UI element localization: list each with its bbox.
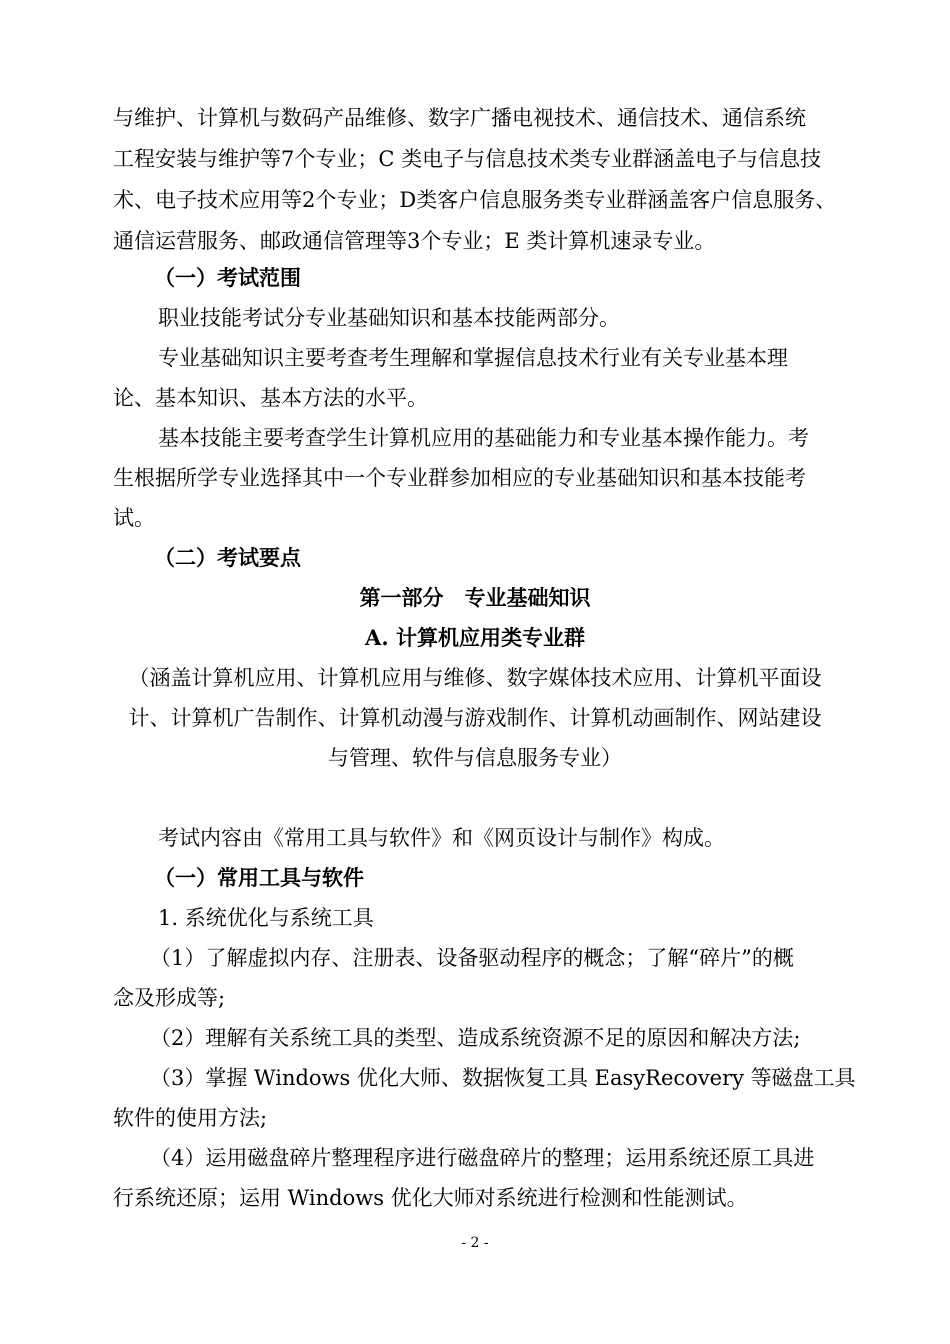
page-number: - 2 - bbox=[461, 1235, 489, 1251]
paragraph-line: 专业基础知识主要考查考生理解和掌握信息技术行业有关专业基本理 bbox=[158, 346, 788, 370]
paragraph-line: 考试内容由《常用工具与软件》和《网页设计与制作》构成。 bbox=[158, 826, 725, 850]
part-title: 第一部分 专业基础知识 bbox=[359, 585, 591, 610]
paragraph-line: （2）理解有关系统工具的类型、造成系统资源不足的原因和解决方法; bbox=[150, 1026, 801, 1050]
scope-line: （涵盖计算机应用、计算机应用与维修、数字媒体技术应用、计算机平面设 bbox=[128, 666, 822, 690]
paragraph-line: 论、基本知识、基本方法的水平。 bbox=[113, 386, 428, 410]
paragraph-line: 念及形成等; bbox=[113, 986, 226, 1010]
paragraph-line: 通信运营服务、邮政通信管理等3个专业；E 类计算机速录专业。 bbox=[113, 229, 716, 253]
paragraph-line: 术、电子技术应用等2个专业；D类客户信息服务类专业群涵盖客户信息服务、 bbox=[113, 188, 837, 212]
paragraph-line: 生根据所学专业选择其中一个专业群参加相应的专业基础知识和基本技能考 bbox=[113, 466, 806, 490]
section-heading: （一）常用工具与软件 bbox=[154, 865, 364, 890]
scope-line: 与管理、软件与信息服务专业） bbox=[328, 746, 622, 770]
list-item: 1. 系统优化与系统工具 bbox=[158, 906, 374, 930]
paragraph-line: 软件的使用方法; bbox=[113, 1106, 268, 1130]
paragraph-line: 工程安装与维护等7个专业；C 类电子与信息技术类专业群涵盖电子与信息技 bbox=[113, 147, 822, 171]
paragraph-line: 职业技能考试分专业基础知识和基本技能两部分。 bbox=[158, 306, 620, 330]
scope-line: 计、计算机广告制作、计算机动漫与游戏制作、计算机动画制作、网站建设 bbox=[128, 706, 822, 730]
paragraph-line: 试。 bbox=[113, 506, 155, 530]
paragraph-line: （1）了解虚拟内存、注册表、设备驱动程序的概念；了解“碎片”的概 bbox=[150, 946, 794, 970]
paragraph-line: （4）运用磁盘碎片整理程序进行磁盘碎片的整理；运用系统还原工具进 bbox=[150, 1146, 815, 1170]
paragraph-line: 行系统还原；运用 Windows 优化大师对系统进行检测和性能测试。 bbox=[113, 1186, 748, 1210]
paragraph-line: 基本技能主要考查学生计算机应用的基础能力和专业基本操作能力。考 bbox=[158, 426, 809, 450]
group-title: A. 计算机应用类专业群 bbox=[365, 625, 585, 650]
paragraph-line: （3）掌握 Windows 优化大师、数据恢复工具 EasyRecovery 等磁盘工具 bbox=[150, 1066, 856, 1090]
paragraph-line: 与维护、计算机与数码产品维修、数字广播电视技术、通信技术、通信系统 bbox=[113, 106, 806, 130]
section-heading: （一）考试范围 bbox=[154, 265, 301, 290]
section-heading: （二）考试要点 bbox=[154, 545, 301, 570]
